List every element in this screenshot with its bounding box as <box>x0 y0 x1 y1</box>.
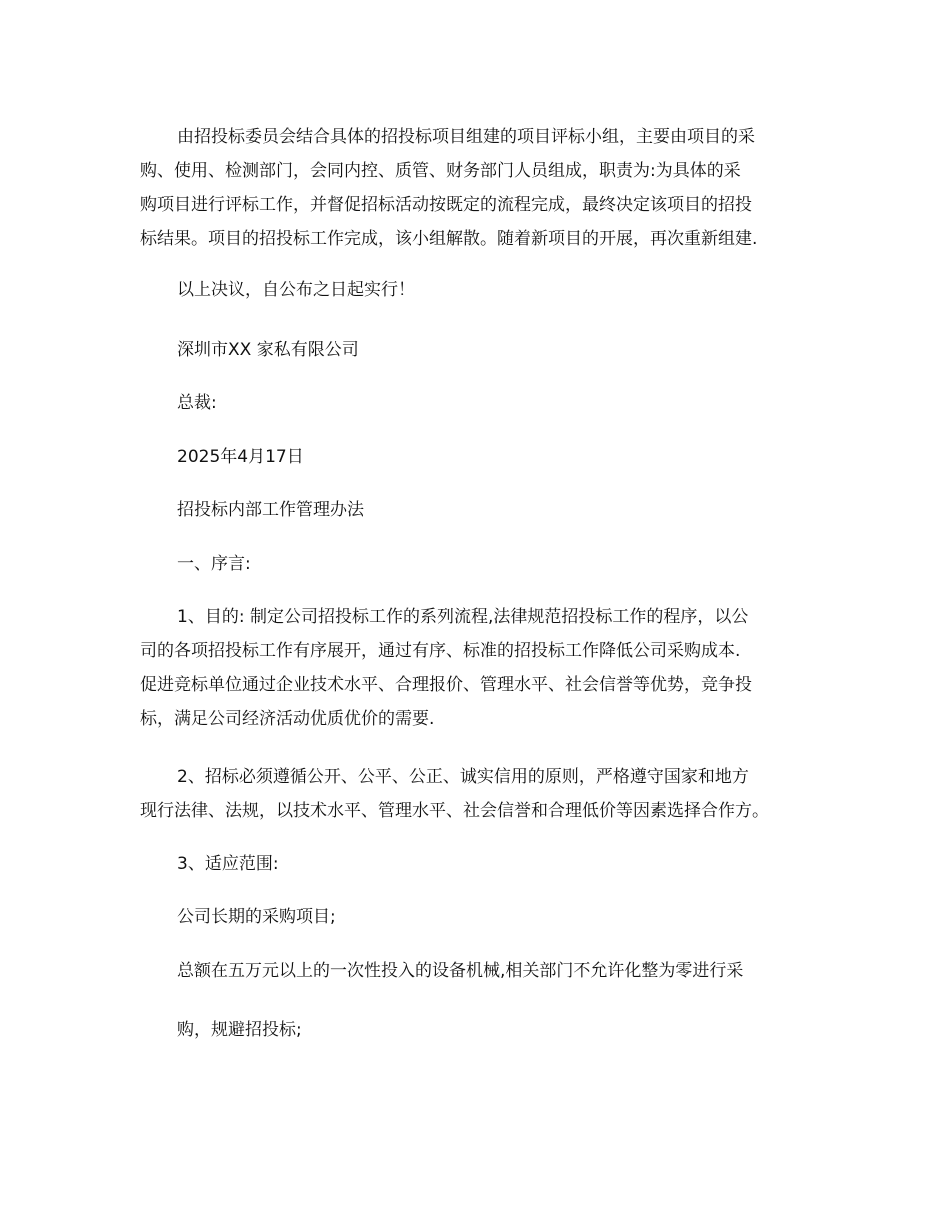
text-line: 总额在五万元以上的一次性投入的设备机械,相关部门不允许化整为零进行采 <box>177 961 744 981</box>
company-name <box>177 333 359 367</box>
text-line: 购项目进行评标工作，并督促招标活动按既定的流程完成，最终决定该项目的招投 <box>140 195 752 215</box>
text-line: 以上决议，自公布之日起实行！ <box>177 280 415 300</box>
text-line: 深圳市XX 家私有限公司 <box>177 340 359 360</box>
text-line: 一、序言: <box>177 554 251 574</box>
scope-equipment-line-1 <box>177 954 743 988</box>
text-line: 2025年4月17日 <box>177 447 304 467</box>
text-line: 司的各项招投标工作有序展开，通过有序、标准的招投标工作降低公司采购成本. <box>140 641 741 661</box>
scope-long-term <box>177 900 336 934</box>
text-line: 1、目的: 制定公司招投标工作的系列流程,法律规范招投标工作的程序，以公 <box>177 607 749 627</box>
text-line: 招投标内部工作管理办法 <box>177 500 364 520</box>
signatory <box>177 386 217 420</box>
heading-preface <box>177 547 251 581</box>
paragraph-committee <box>140 120 757 256</box>
text-line: 标，满足公司经济活动优质优价的需要. <box>140 709 435 729</box>
item-2-principles <box>140 760 769 828</box>
text-line: 2、招标必须遵循公开、公平、公正、诚实信用的原则，严格遵守国家和地方 <box>177 767 749 787</box>
text-line: 总裁: <box>177 393 217 413</box>
section-title <box>177 493 364 527</box>
text-line: 标结果。项目的招投标工作完成，该小组解散。随着新项目的开展，再次重新组建. <box>140 229 758 249</box>
scope-equipment-line-2 <box>177 1013 302 1047</box>
document-date <box>177 440 304 474</box>
text-line: 购，规避招投标; <box>177 1020 302 1040</box>
item-3-heading <box>177 847 279 881</box>
text-line: 现行法律、法规，以技术水平、管理水平、社会信誉和合理低价等因素选择合作方。 <box>140 801 769 821</box>
text-line: 促进竞标单位通过企业技术水平、合理报价、管理水平、社会信誉等优势，竞争投 <box>140 675 752 695</box>
text-line: 公司长期的采购项目; <box>177 907 336 927</box>
resolution-effective <box>177 273 415 307</box>
text-line: 3、适应范围: <box>177 854 279 874</box>
text-line: 购、使用、检测部门，会同内控、质管、财务部门人员组成，职责为:为具体的采 <box>140 161 741 181</box>
text-line: 由招投标委员会结合具体的招投标项目组建的项目评标小组，主要由项目的采 <box>177 127 755 147</box>
item-1-purpose <box>140 600 752 736</box>
